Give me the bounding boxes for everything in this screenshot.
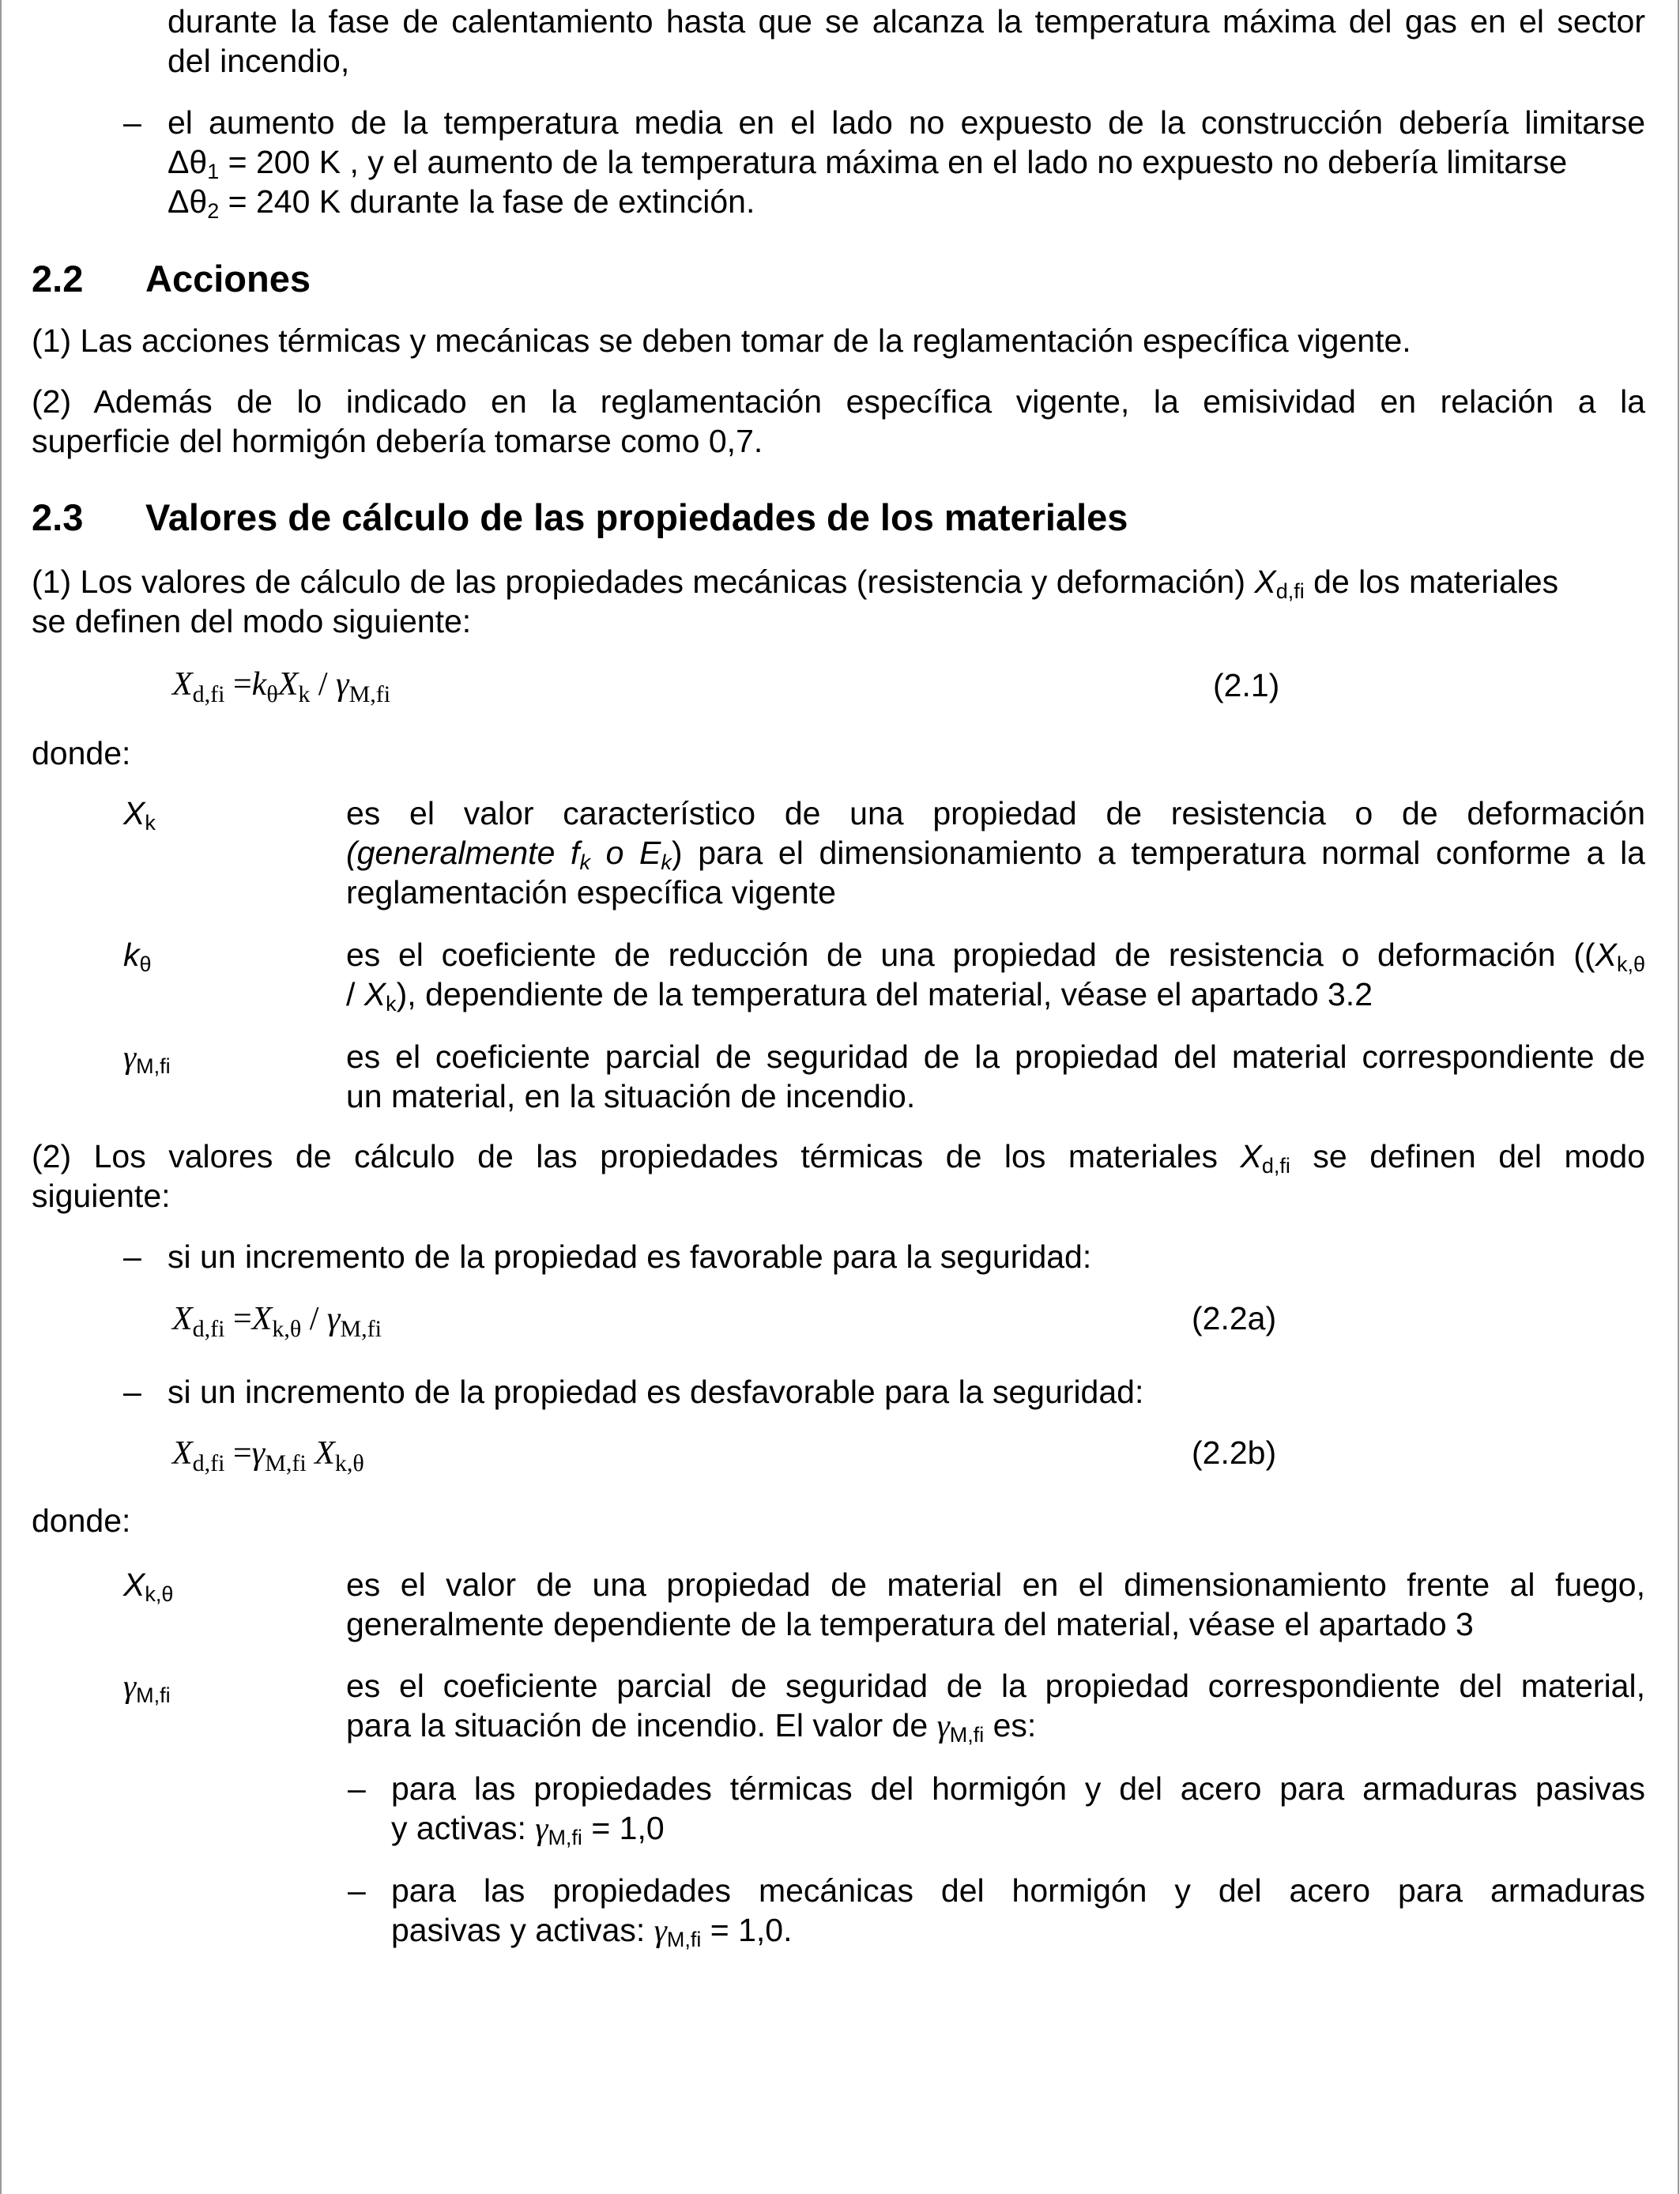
paragraph: superficie del hormigón debería tomarse como 0,7. xyxy=(32,423,763,459)
def-text: un material, en la situación de incendio. xyxy=(346,1078,916,1114)
paragraph: siguiente: xyxy=(32,1178,171,1214)
def-text: es el coeficiente parcial de seguridad de la propiedad correspondiente del material, xyxy=(346,1668,1645,1704)
def-term: $\gamma_{M,fi}$ xyxy=(123,1668,171,1707)
def-term: $k_\theta$ xyxy=(123,937,152,976)
def-text: es el valor característico de una propiedad de resistencia o de deformación xyxy=(346,795,1645,831)
donde-label: donde: xyxy=(32,1502,131,1539)
bullet-text: pasivas y activas: $\gamma_{M,fi} = 1,0$. xyxy=(391,1912,793,1951)
section-number: 2.2 xyxy=(32,258,84,300)
bullet-dash: – xyxy=(348,1770,366,1807)
def-text: / $X_k$), dependiente de la temperatura del material, véase el apartado 3.2 xyxy=(346,976,1373,1016)
def-text: es el valor de una propiedad de material en el dimensionamiento frente al fuego, xyxy=(346,1566,1645,1603)
equation-number: (2.2b) xyxy=(1192,1434,1277,1471)
bullet-dash: – xyxy=(123,104,141,141)
section-number: 2.3 xyxy=(32,496,84,538)
bullet-text: el aumento de la temperatura media en el lado no expuesto de la construcción debería limitarse xyxy=(168,104,1645,141)
bullet-text: si un incremento de la propiedad es desfavorable para la seguridad: xyxy=(168,1374,1144,1410)
equation-2-1: $X_{d,fi} =k_\theta X_k / \gamma_{M,fi}$ xyxy=(172,666,391,707)
equation-number: (2.1) xyxy=(1213,667,1280,703)
bullet-text: para las propiedades térmicas del hormigón y del acero para armaduras pasivas xyxy=(391,1770,1645,1807)
paragraph: (2) Además de lo indicado en la reglamentación específica vigente, la emisividad en relación a la xyxy=(32,383,1645,420)
bullet-text: y activas: $\gamma_{M,fi} = 1,0$ xyxy=(391,1810,665,1849)
def-text: para la situación de incendio. El valor de $\gamma_{M,fi}$ es: xyxy=(346,1707,1037,1747)
def-text: es el coeficiente parcial de seguridad de la propiedad del material correspondiente de xyxy=(346,1039,1645,1075)
paragraph: (1) Las acciones térmicas y mecánicas se deben tomar de la reglamentación específica vigente. xyxy=(32,322,1411,359)
def-term: $\gamma_{M,fi}$ xyxy=(123,1039,171,1078)
equation-2-2a: $X_{d,fi} =X_{k,\theta} / \gamma_{M,fi}$ xyxy=(172,1301,382,1342)
paragraph: se definen del modo siguiente: xyxy=(32,603,472,639)
bullet-dash: – xyxy=(348,1872,366,1909)
bullet-dash: – xyxy=(123,1374,141,1410)
section-title: Valores de cálculo de las propiedades de los materiales xyxy=(145,496,1128,538)
def-text: reglamentación específica vigente xyxy=(346,874,836,910)
continuation-line: del incendio, xyxy=(168,43,350,79)
paragraph: (2) Los valores de cálculo de las propiedades térmicas de los materiales $X_{d,fi}$ se definen del modo xyxy=(32,1138,1645,1178)
paragraph: (1) Los valores de cálculo de las propiedades mecánicas (resistencia y deformación) $X_{d,fi}$ de los materiales xyxy=(32,564,1559,603)
def-term: $X_k$ xyxy=(123,795,156,835)
def-term: $X_{k,\theta}$ xyxy=(123,1566,174,1606)
donde-label: donde: xyxy=(32,735,131,771)
equation-number: (2.2a) xyxy=(1192,1300,1277,1336)
continuation-line: durante la fase de calentamiento hasta que se alcanza la temperatura máxima del gas en el sector xyxy=(168,3,1645,40)
left-margin-line xyxy=(0,0,2,2194)
def-text: es el coeficiente de reducción de una propiedad de resistencia o deformación (($X_{k,\theta}$ xyxy=(346,937,1645,976)
right-margin-line xyxy=(1678,0,1679,2194)
bullet-dash: – xyxy=(123,1238,141,1275)
equation-2-2b: $X_{d,fi} =\gamma_{M,fi}$ $X_{k,\theta}$ xyxy=(172,1435,364,1476)
bullet-text: para las propiedades mecánicas del hormigón y del acero para armaduras xyxy=(391,1872,1645,1909)
section-title: Acciones xyxy=(145,258,311,300)
bullet-text: $\Delta\theta_2 = 240$ K durante la fase de extinción. xyxy=(168,183,755,223)
def-text: (generalmente $f_k$ o $E_k$) para el dimensionamiento a temperatura normal conforme a la xyxy=(346,835,1645,874)
bullet-text: si un incremento de la propiedad es favorable para la seguridad: xyxy=(168,1238,1092,1275)
bullet-text: $\Delta\theta_1 = 200$ K , y el aumento de la temperatura máxima en el lado no expuesto no debería limitarse xyxy=(168,144,1568,183)
def-text: generalmente dependiente de la temperatura del material, véase el apartado 3 xyxy=(346,1606,1474,1642)
